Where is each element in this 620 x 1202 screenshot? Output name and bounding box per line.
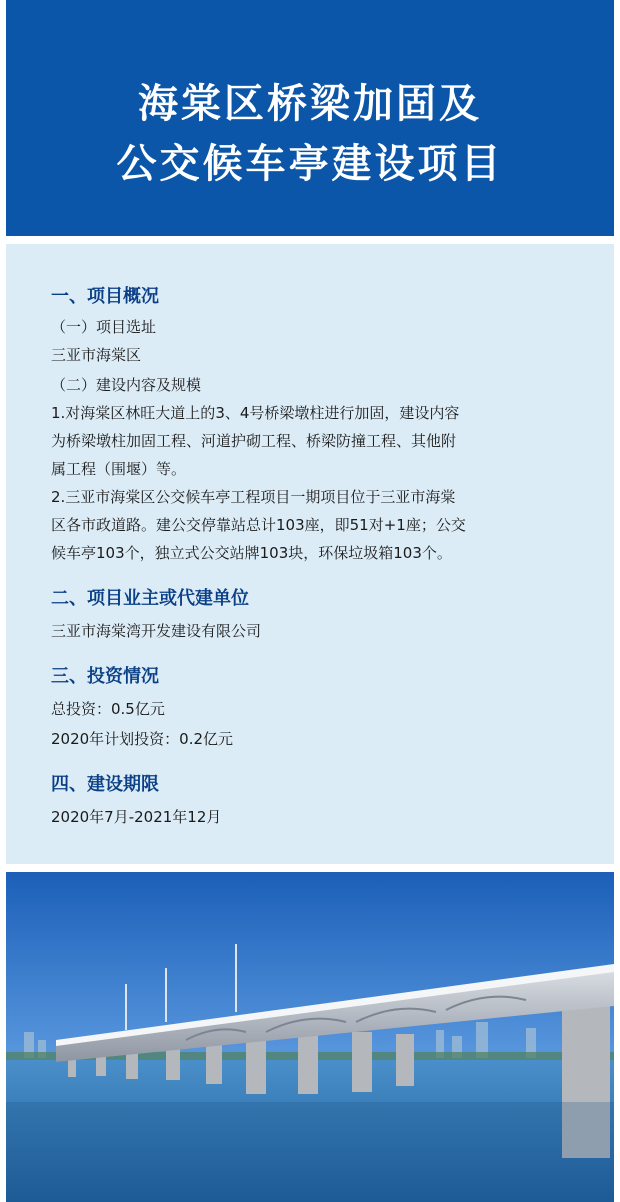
project-info-panel: [6, 244, 614, 864]
site-value: 三亚市海棠区: [51, 346, 142, 364]
bridge-rendering-image: [6, 872, 614, 1202]
section-heading-owner: 二、项目业主或代建单位: [51, 588, 249, 609]
owner-value: 三亚市海棠湾开发建设有限公司: [51, 622, 262, 640]
scope-item-1-line-1: 1.对海棠区林旺大道上的3、4号桥梁墩柱进行加固，建设内容: [51, 404, 460, 422]
investment-2020-plan: 2020年计划投资：0.2亿元: [51, 730, 234, 748]
section-heading-period: 四、建设期限: [51, 774, 159, 795]
title-banner: [6, 0, 614, 236]
scope-item-2-line-2: 区各市政道路。建公交停靠站总计103座，即51对+1座；公交: [51, 516, 466, 534]
scope-item-1-line-2: 为桥梁墩柱加固工程、河道护砌工程、桥梁防撞工程、其他附: [51, 432, 457, 450]
investment-total: 总投资：0.5亿元: [51, 700, 165, 718]
page-title-line-1: 海棠区桥梁加固及: [138, 81, 482, 127]
section-heading-overview: 一、项目概况: [51, 286, 159, 307]
period-value: 2020年7月-2021年12月: [51, 808, 222, 826]
page-title-line-2: 公交候车亭建设项目: [116, 141, 504, 187]
scope-item-2-line-3: 候车亭103个，独立式公交站牌103块，环保垃圾箱103个。: [51, 544, 452, 562]
section-heading-investment: 三、投资情况: [51, 666, 159, 687]
scope-item-2-line-1: 2.三亚市海棠区公交候车亭工程项目一期项目位于三亚市海棠: [51, 488, 456, 506]
scope-item-1-line-3: 属工程（围堰）等。: [51, 460, 187, 478]
site-label: （一）项目选址: [51, 318, 157, 336]
scope-label: （二）建设内容及规模: [51, 376, 202, 394]
